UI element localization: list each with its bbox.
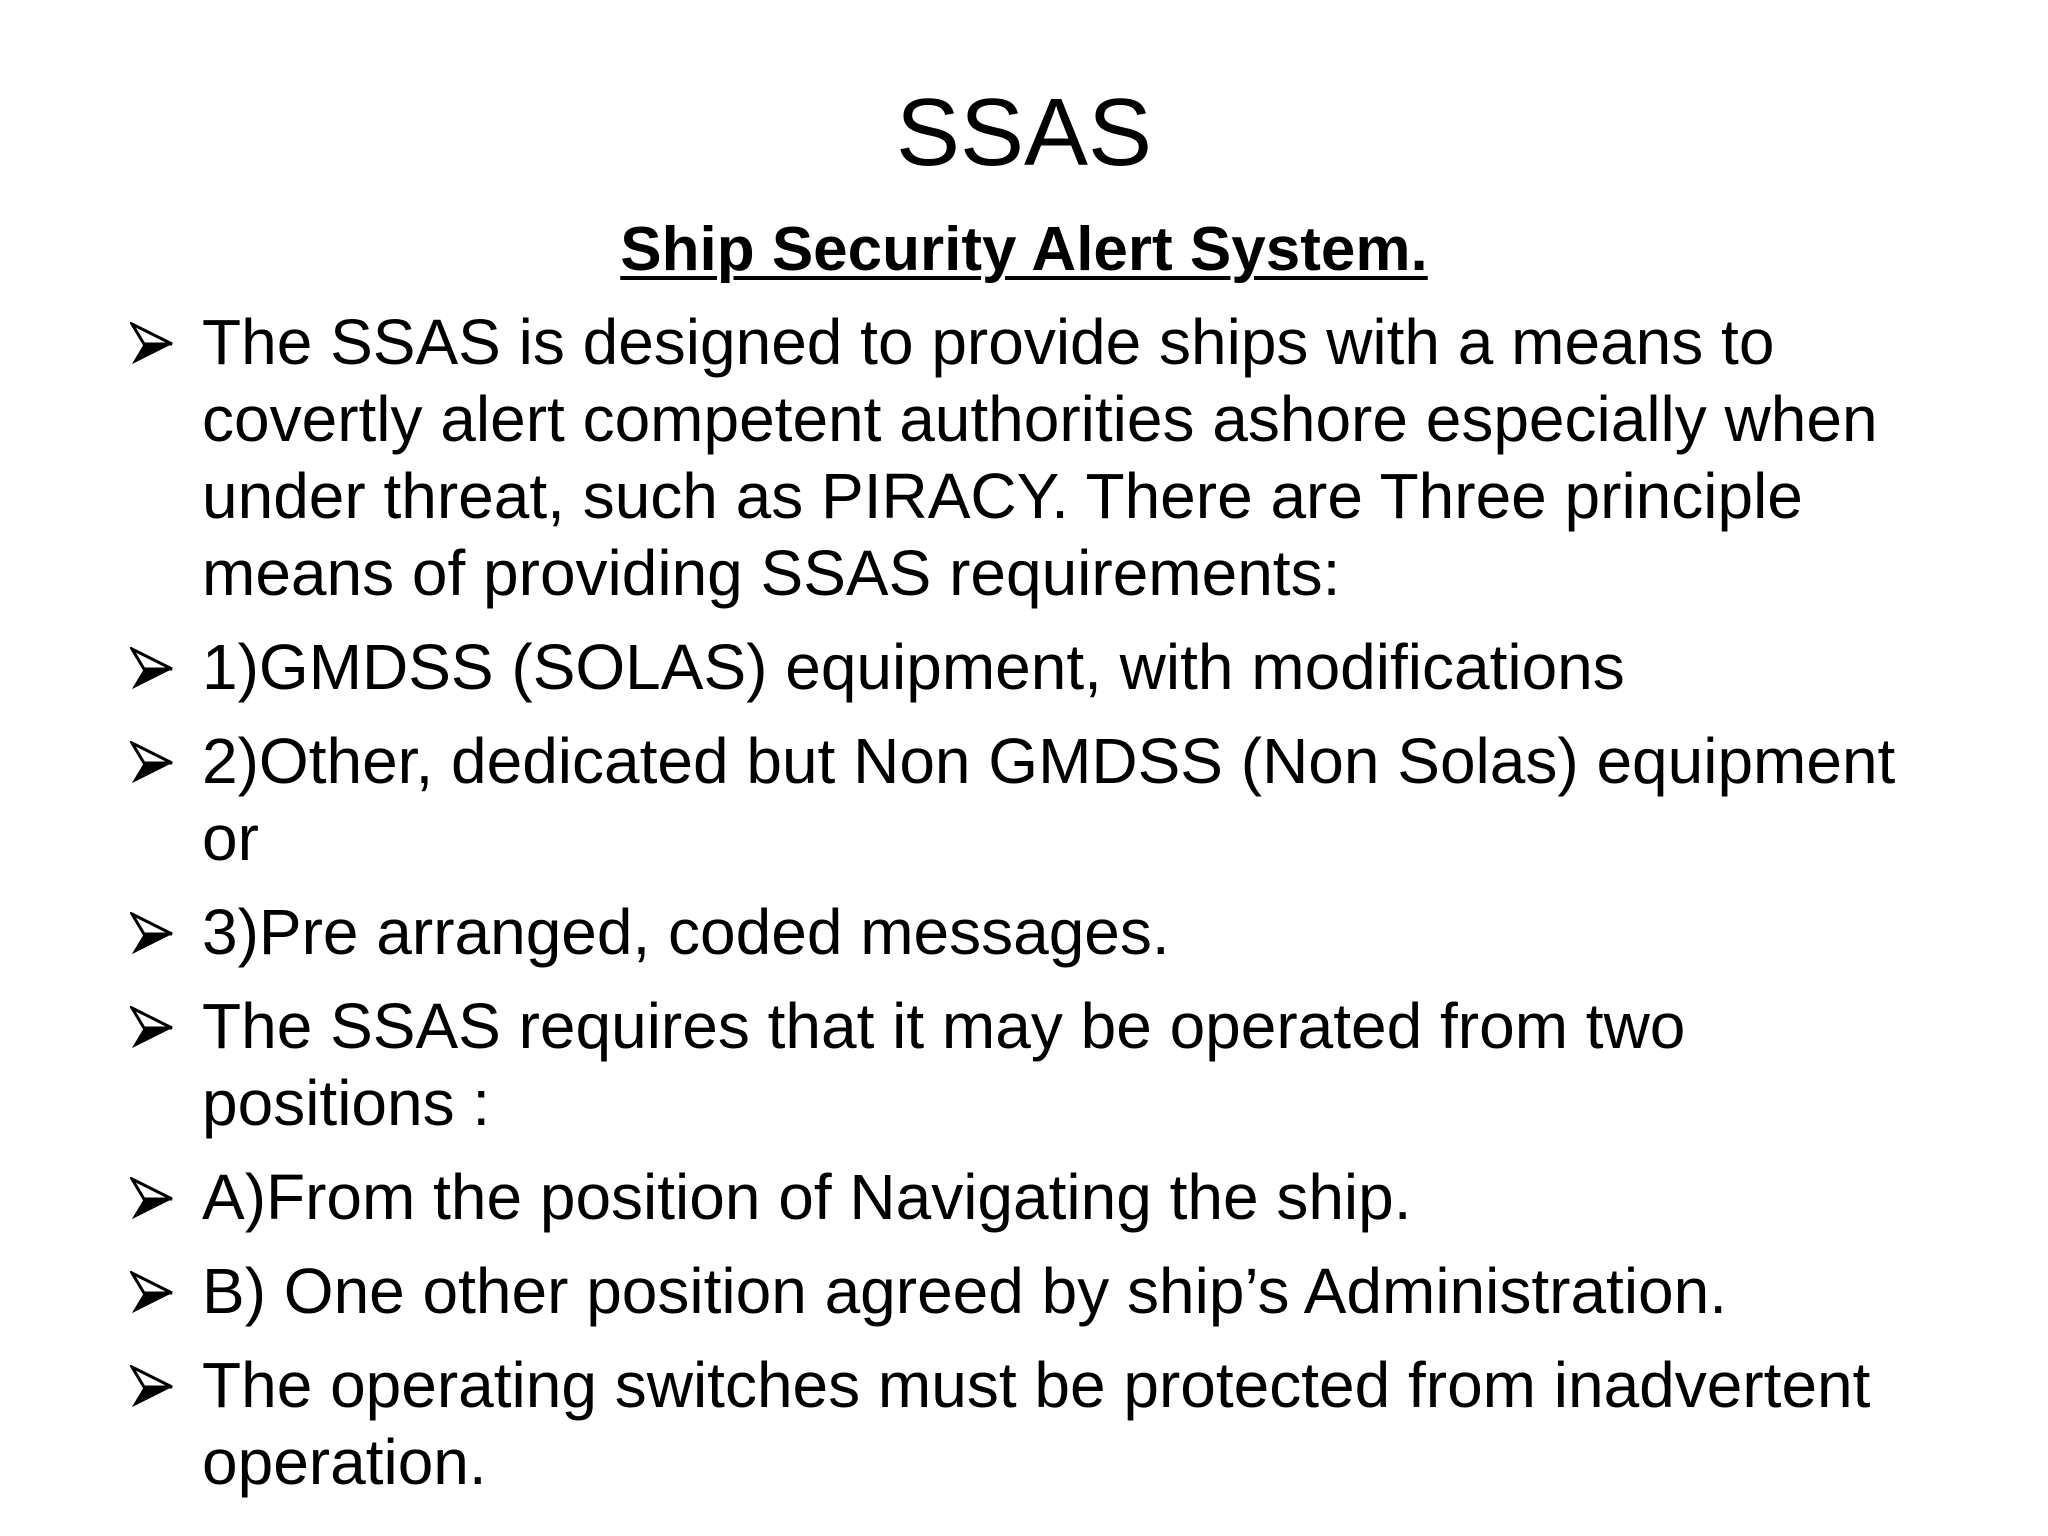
- bullet-text: 3)Pre arranged, coded messages.: [202, 896, 1170, 968]
- arrowhead-bullet-icon: [130, 1365, 174, 1409]
- bullet-item: [130, 723, 1930, 877]
- bullet-text: The SSAS requires that it may be operated from two positions :: [202, 990, 1686, 1139]
- arrowhead-bullet-icon: [130, 741, 174, 785]
- arrowhead-bullet-icon: [130, 912, 174, 956]
- slide-subtitle-text: Ship Security Alert System.: [620, 215, 1428, 284]
- arrowhead-bullet-icon: [130, 1177, 174, 1221]
- bullet-item: [130, 629, 1930, 706]
- bullet-item: [130, 1347, 1930, 1501]
- bullet-text: The operating switches must be protected from inadvertent operation.: [202, 1349, 1871, 1498]
- arrowhead-bullet-icon: [130, 322, 174, 366]
- arrowhead-bullet-icon: [130, 647, 174, 691]
- bullet-item: [130, 1159, 1930, 1236]
- bullet-list: [130, 304, 1930, 1518]
- bullet-text: The SSAS is designed to provide ships with a means to covertly alert competent authorities ashore especially when under threat, such as PIRACY. There are Three principle means of providing SSAS requirements:: [202, 306, 1878, 609]
- bullet-text: 1)GMDSS (SOLAS) equipment, with modifications: [202, 631, 1625, 703]
- bullet-item: [130, 1253, 1930, 1330]
- bullet-item: [130, 894, 1930, 971]
- bullet-text: 2)Other, dedicated but Non GMDSS (Non Solas) equipment or: [202, 725, 1896, 874]
- bullet-item: [130, 304, 1930, 612]
- bullet-text: A)From the position of Navigating the ship.: [202, 1161, 1412, 1233]
- arrowhead-bullet-icon: [130, 1006, 174, 1050]
- bullet-text: B) One other position agreed by ship’s Administration.: [202, 1255, 1727, 1327]
- arrowhead-bullet-icon: [130, 1271, 174, 1315]
- bullet-item: [130, 988, 1930, 1142]
- slide-title: SSAS: [895, 79, 1153, 186]
- slide-subtitle: [0, 212, 2048, 288]
